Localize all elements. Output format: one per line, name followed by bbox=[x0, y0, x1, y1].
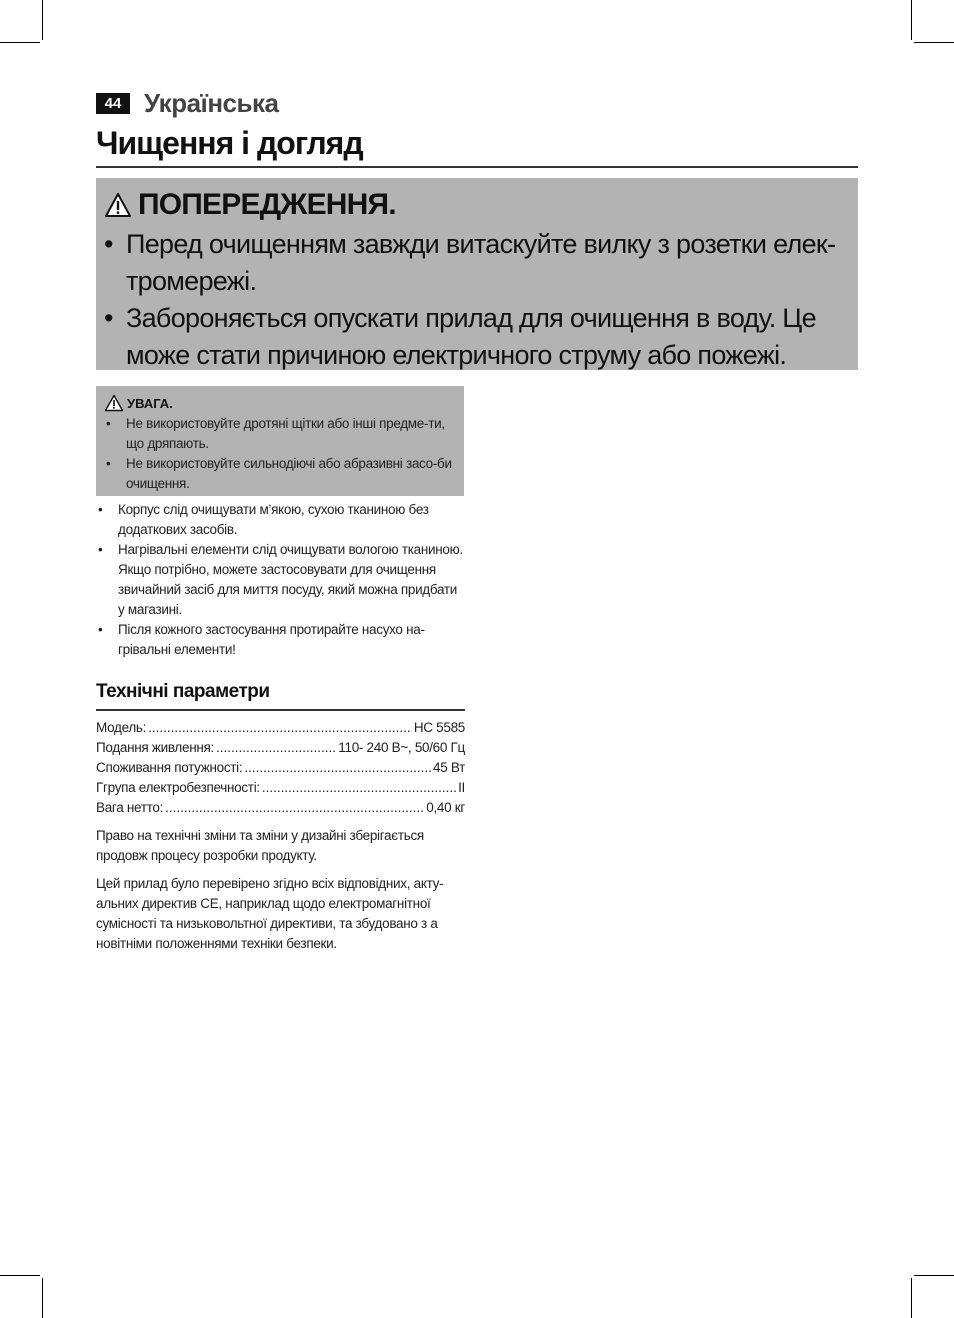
spec-value: II bbox=[458, 780, 465, 795]
changes-note: Право на технічні зміни та зміни у дизайні зберігається продовж процесу розробки продукту. bbox=[96, 828, 424, 863]
list-item bbox=[96, 540, 464, 620]
spec-label: Споживання потужності: bbox=[96, 760, 243, 775]
page-number: 44 bbox=[96, 93, 130, 114]
list-item bbox=[104, 454, 454, 494]
conformity-note: Цей прилад було перевірено згідно всіх відповідних, акту-альних директив CE, наприклад щодо електромагнітної сумісності та низьковольтної директиви, та збудовано з а новітніми положеннями техніки безпеки. bbox=[96, 876, 444, 951]
warning-list bbox=[104, 226, 850, 374]
bullet: • bbox=[98, 502, 103, 517]
tech-specs-title: Технічні параметри bbox=[96, 680, 465, 711]
caution-title bbox=[104, 392, 454, 414]
list-item bbox=[104, 414, 454, 454]
caution-list bbox=[104, 414, 454, 494]
warning-box bbox=[96, 178, 858, 370]
warning-title-text: ПОПЕРЕДЖЕННЯ. bbox=[138, 188, 396, 221]
list-item bbox=[104, 300, 850, 374]
bullet: • bbox=[104, 229, 113, 259]
spec-row bbox=[96, 758, 465, 778]
caution-title-text: УВАГА. bbox=[127, 395, 173, 411]
spec-label: Модель: bbox=[96, 720, 147, 735]
warning-triangle-icon bbox=[104, 192, 132, 218]
bullet: • bbox=[104, 303, 113, 333]
warning-title bbox=[104, 184, 850, 226]
crop-mark bbox=[42, 0, 43, 40]
caution-item-text: Не використовуйте дротяні щітки або інші предме-ти, що дряпають. bbox=[126, 416, 445, 451]
caution-item-text: Не використовуйте сильнодіючі або абразивні засо-би очищення. bbox=[126, 456, 452, 491]
spec-value: 45 Вт bbox=[432, 760, 465, 775]
spec-label: Подання живлення: bbox=[96, 740, 214, 755]
spec-table bbox=[96, 718, 465, 818]
instructions-list bbox=[96, 500, 464, 660]
language-label: Українська bbox=[144, 88, 279, 118]
warning-triangle-icon bbox=[104, 394, 124, 412]
instruction-text: Нагрівальні елементи слід очищувати вологою тканиною. Якщо потрібно, можете застосовувати для очищення звичайний засіб для миття посуду, який можна придбати у магазині. bbox=[118, 542, 463, 617]
bullet: • bbox=[106, 416, 111, 431]
spec-row bbox=[96, 798, 465, 818]
bullet: • bbox=[106, 456, 111, 471]
crop-mark bbox=[911, 0, 912, 40]
crop-mark bbox=[42, 1278, 43, 1318]
bullet: • bbox=[98, 622, 103, 637]
spec-value: 110- 240 В~, 50/60 Гц bbox=[338, 740, 465, 755]
spec-row bbox=[96, 718, 465, 738]
list-item bbox=[96, 500, 464, 540]
instruction-text: Корпус слід очищувати м’якою, сухою тканиною без додаткових засобів. bbox=[118, 502, 429, 537]
warning-item-text: Забороняється опускати прилад для очищення в воду. Це може стати причиною електричного струму або пожежі. bbox=[126, 303, 816, 370]
crop-mark bbox=[914, 1275, 954, 1276]
crop-mark bbox=[0, 1275, 40, 1276]
section-title: Чищення і догляд bbox=[96, 124, 858, 168]
page-header bbox=[96, 88, 278, 119]
warning-item-text: Перед очищенням завжди витаскуйте вилку з розетки елек-тромережі. bbox=[126, 229, 836, 296]
caution-box bbox=[96, 386, 464, 496]
spec-label: Ггрупа електробезпечності: bbox=[96, 780, 260, 795]
bullet: • bbox=[98, 542, 103, 557]
crop-mark bbox=[0, 42, 40, 43]
crop-mark bbox=[914, 42, 954, 43]
list-item bbox=[104, 226, 850, 300]
spec-label: Вага нетто: bbox=[96, 800, 164, 815]
spec-row bbox=[96, 738, 465, 758]
crop-mark bbox=[911, 1278, 912, 1318]
instruction-text: Після кожного застосування протирайте насухо на-грівальні елементи! bbox=[118, 622, 425, 657]
spec-row bbox=[96, 778, 465, 798]
spec-value: 0,40 кг bbox=[426, 800, 465, 815]
list-item bbox=[96, 620, 464, 660]
spec-value: HC 5585 bbox=[413, 720, 465, 735]
